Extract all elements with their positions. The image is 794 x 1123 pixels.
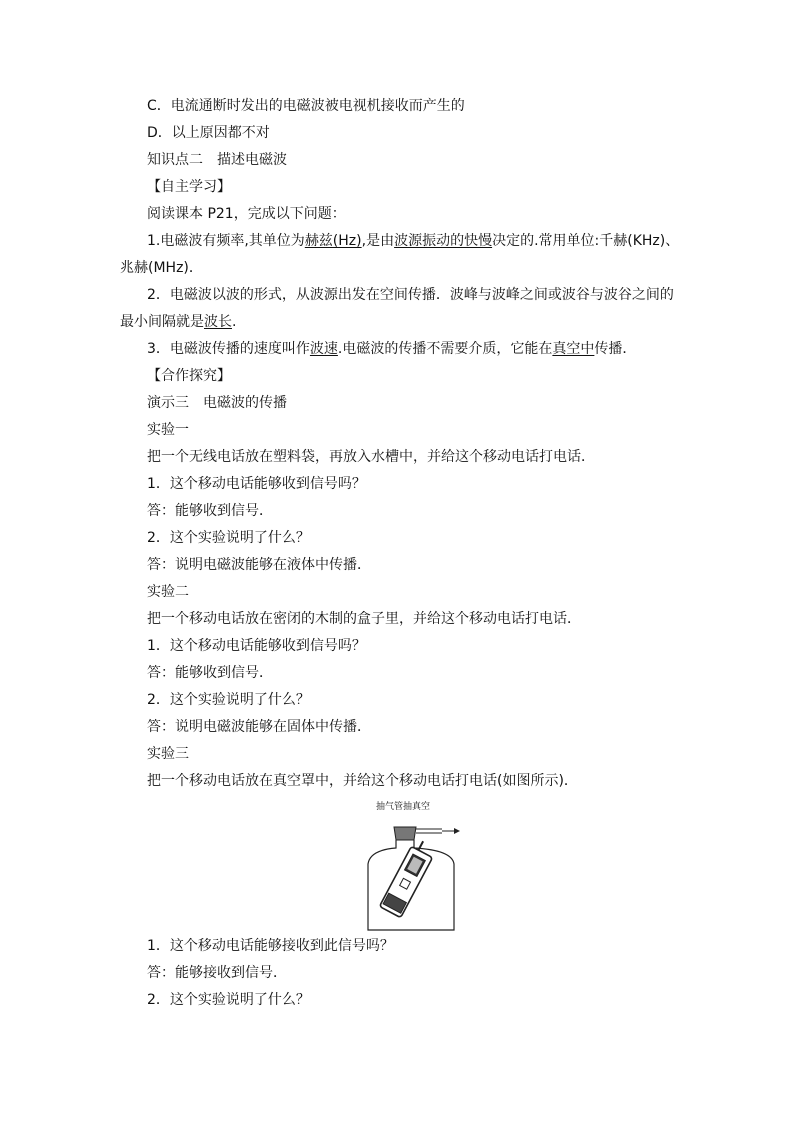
question-1-line-1 [147,232,679,250]
experiment-2-question-1: 1．这个移动电话能够收到信号吗？ [147,638,366,654]
q1-answer-unit: 赫兹(Hz) [304,233,362,249]
arrow-right-icon [442,828,460,834]
experiment-2-answer-2: 答：说明电磁波能够在固体中传播． [147,719,371,735]
experiment-2-question-2: 2．这个实验说明了什么？ [147,692,310,708]
q2-text-b: 最小间隔就是 [120,314,204,330]
experiment-1-question-1: 1．这个移动电话能够收到信号吗？ [147,476,366,492]
figure-caption: 抽气管抽真空 [376,802,431,812]
q2-answer-wavelength: 波长 [204,314,232,330]
q1-text-c: ,是由 [361,233,395,249]
experiment-1-answer-2: 答：说明电磁波能够在液体中传播． [147,557,371,573]
experiment-1-heading: 实验一 [147,422,189,438]
experiment-2-description: 把一个移动电话放在密闭的木制的盒子里，并给这个移动电话打电话． [147,611,581,627]
option-c: C．电流通断时发出的电磁波被电视机接收而产生的 [147,98,465,114]
q3-answer-wave-speed: 波速 [309,341,338,357]
experiment-3-description: 把一个移动电话放在真空罩中，并给这个移动电话打电话(如图所示)． [147,773,578,789]
cooperative-heading: 【合作探究】 [147,368,231,384]
section-heading-kp2: 知识点二 描述电磁波 [147,152,287,168]
question-2-line-2 [120,313,236,331]
experiment-1-description: 把一个无线电话放在塑料袋，再放入水槽中，并给这个移动电话打电话． [147,449,595,465]
q2-text-d: . [232,314,237,330]
experiment-2-heading: 实验二 [147,584,189,600]
demo-3-heading: 演示三 电磁波的传播 [147,395,287,411]
question-2-line-1: 2．电磁波以波的形式，从波源出发在空间传播．波峰与波峰之间或波谷与波谷之间的 [147,287,674,303]
q1-text-e: 决定的.常用单位:千赫(KHz)、 [492,233,680,249]
reading-instruction: 阅读课本 P21，完成以下问题： [147,206,346,222]
option-d: D．以上原因都不对 [147,125,270,141]
bell-jar-icon [356,800,466,932]
q3-answer-vacuum: 真空中 [552,341,595,357]
question-3 [147,340,636,358]
vacuum-jar-figure [356,800,466,932]
experiment-3-heading: 实验三 [147,746,189,762]
q3-text-c: .电磁波的传播不需要介质，它能在 [337,341,553,357]
q1-answer-cause: 波源振动的快慢 [394,233,493,249]
experiment-3-question-2: 2．这个实验说明了什么？ [147,992,310,1008]
experiment-3-question-1: 1．这个移动电话能够接收到此信号吗？ [147,938,394,954]
q3-text-e: 传播． [594,341,637,357]
experiment-1-question-2: 2．这个实验说明了什么？ [147,530,310,546]
q1-text-a: 1.电磁波有频率,其单位为 [147,233,305,249]
experiment-3-answer-1: 答：能够接收到信号． [147,965,287,981]
q3-text-a: 3．电磁波传播的速度叫作 [147,341,310,357]
experiment-2-answer-1: 答：能够收到信号． [147,665,273,681]
question-1-line-2: 兆赫(MHz)． [120,260,203,276]
self-study-heading: 【自主学习】 [147,179,231,195]
experiment-1-answer-1: 答：能够收到信号． [147,503,273,519]
